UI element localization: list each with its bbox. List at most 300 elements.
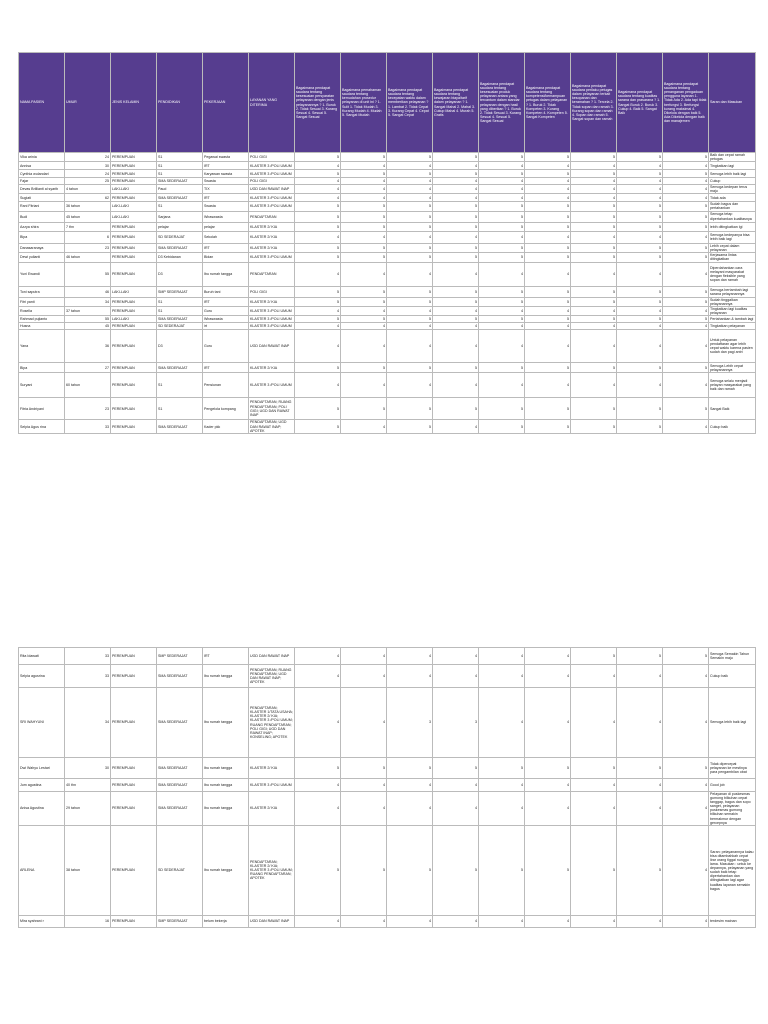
- table-cell: 4: [387, 323, 433, 330]
- table-cell: 4: [479, 688, 525, 758]
- table-row: [19, 330, 756, 363]
- table-cell: SMA SEDERAJAT: [157, 665, 203, 688]
- table-cell: 4: [433, 665, 479, 688]
- table-cell: 4: [525, 665, 571, 688]
- table-cell: 4: [525, 779, 571, 792]
- table-cell: PEREMPUAN: [111, 792, 157, 826]
- table-cell: 4: [663, 665, 709, 688]
- table-cell: Cukup baik: [709, 665, 756, 688]
- table-cell: 4: [525, 648, 571, 665]
- table-cell: 4: [387, 262, 433, 286]
- table-cell: UGD DAN RAWAT INAP: [249, 915, 295, 927]
- table-cell: 4: [479, 262, 525, 286]
- header-cell: JENIS KELAMIN: [111, 53, 157, 153]
- table-cell: LAKI-LAKI: [111, 202, 157, 211]
- table-cell: Semoga tetap dipertahankan kualitasnya: [709, 211, 756, 222]
- table-cell: Rani Fitriani: [19, 202, 65, 211]
- table-cell: 34: [65, 297, 111, 306]
- table-cell: 4: [617, 373, 663, 398]
- table-cell: Bipa: [19, 231, 65, 243]
- table-cell: 38 tahun: [65, 825, 111, 915]
- table-row: [19, 316, 756, 323]
- table-cell: Bidan: [203, 252, 249, 262]
- table-cell: SMA SEDERAJAT: [157, 178, 203, 185]
- table-cell: 4: [663, 178, 709, 185]
- table-cell: Yuni Ewandi: [19, 262, 65, 286]
- table-cell: Karyawan swasta: [203, 170, 249, 178]
- table-cell: Semoga bertambah lagi sarana pelayanannya: [709, 286, 756, 297]
- table-row: [19, 178, 756, 185]
- table-cell: 5: [663, 648, 709, 665]
- table-row: [19, 792, 756, 826]
- table-cell: 4: [571, 323, 617, 330]
- table-cell: 4: [571, 162, 617, 170]
- table-cell: UGD DAN RAWAT INAP: [249, 185, 295, 194]
- table-cell: 4: [341, 178, 387, 185]
- table-body-page-1: [19, 153, 756, 434]
- table-cell: 5: [341, 286, 387, 297]
- table-cell: SMA SEDERAJAT: [157, 420, 203, 434]
- table-cell: KLASTER 3 /POLI UMUM: [249, 162, 295, 170]
- table-cell: Pensiunan: [203, 373, 249, 398]
- table-cell: Sudah tinggalkan pelayanannya: [709, 297, 756, 306]
- table-cell: LAKI-LAKI: [111, 185, 157, 194]
- table-cell: 5: [341, 316, 387, 323]
- table-cell: UGD DAN RAWAT INAP: [249, 330, 295, 363]
- table-cell: 5: [341, 758, 387, 779]
- table-cell: 4: [341, 262, 387, 286]
- table-cell: 33: [65, 420, 111, 434]
- table-cell: PEREMPUAN: [111, 398, 157, 420]
- table-cell: 4: [295, 688, 341, 758]
- table-cell: 5: [617, 153, 663, 162]
- table-cell: PEREMPUAN: [111, 194, 157, 202]
- table-cell: 4: [663, 825, 709, 915]
- table-cell: 4: [663, 231, 709, 243]
- table-cell: POLI GIGI: [249, 286, 295, 297]
- table-cell: 45 tahun: [65, 211, 111, 222]
- table-cell: 5: [571, 153, 617, 162]
- table-cell: 4: [479, 779, 525, 792]
- table-cell: 5: [617, 825, 663, 915]
- table-cell: 29 tahun: [65, 792, 111, 826]
- table-cell: Semoga lebih baik lagi: [709, 170, 756, 178]
- table-cell: Cynthia wulandari: [19, 170, 65, 178]
- table-cell: 5: [617, 758, 663, 779]
- table-cell: KLASTER 3 /POLI UMUM: [249, 323, 295, 330]
- table-row: [19, 758, 756, 779]
- table-cell: 5: [571, 202, 617, 211]
- table-cell: PEREMPUAN: [111, 162, 157, 170]
- table-cell: 4: [295, 665, 341, 688]
- table-cell: 5: [571, 316, 617, 323]
- table-cell: Vika arinia: [19, 153, 65, 162]
- table-cell: Rita Idawati: [19, 648, 65, 665]
- table-cell: 5: [387, 252, 433, 262]
- table-row: [19, 231, 756, 243]
- table-row: [19, 398, 756, 420]
- table-cell: 4: [295, 915, 341, 927]
- table-cell: Selpia Agus rina: [19, 420, 65, 434]
- table-cell: Paud: [157, 185, 203, 194]
- table-row: [19, 162, 756, 170]
- table-cell: S1: [157, 202, 203, 211]
- table-cell: 5: [479, 252, 525, 262]
- table-cell: 5: [525, 243, 571, 252]
- table-cell: 5: [663, 222, 709, 231]
- table-cell: 5: [571, 825, 617, 915]
- table-cell: Pegawai swasta: [203, 153, 249, 162]
- survey-sheet-page-2: [18, 647, 755, 928]
- table-cell: 4: [525, 231, 571, 243]
- table-cell: KLASTER 3 /POLI UMUM: [249, 306, 295, 315]
- table-cell: Rosella: [19, 306, 65, 315]
- table-cell: 4: [295, 306, 341, 315]
- table-cell: 4: [663, 779, 709, 792]
- table-cell: 40 thn: [65, 779, 111, 792]
- table-cell: 5: [295, 420, 341, 434]
- table-cell: 4: [663, 323, 709, 330]
- table-cell: PENDAFTARAN: [249, 262, 295, 286]
- table-row: [19, 779, 756, 792]
- table-cell: Tidak dipercepat pelayanan ke mestinya para pengambilan obat: [709, 758, 756, 779]
- table-cell: 4: [341, 162, 387, 170]
- table-cell: 5: [341, 398, 387, 420]
- table-cell: 4: [387, 162, 433, 170]
- table-cell: 5: [295, 316, 341, 323]
- table-cell: IRT: [203, 162, 249, 170]
- table-cell: 55: [65, 316, 111, 323]
- table-cell: 37 tahun: [65, 306, 111, 315]
- table-cell: 5: [663, 170, 709, 178]
- table-cell: Baik dan cepat ramah petugas: [709, 153, 756, 162]
- table-cell: UGD DAN RAWAT INAP: [249, 648, 295, 665]
- table-cell: 4: [571, 792, 617, 826]
- table-row: [19, 243, 756, 252]
- table-cell: PEREMPUAN: [111, 665, 157, 688]
- table-cell: IRT: [203, 363, 249, 373]
- table-cell: KLASTER 2/ KIA: [249, 222, 295, 231]
- table-cell: PEREMPUAN: [111, 170, 157, 178]
- table-cell: 4: [387, 792, 433, 826]
- table-cell: LAKI-LAKI: [111, 286, 157, 297]
- table-cell: Mira syahrani r: [19, 915, 65, 927]
- table-cell: Guru: [203, 306, 249, 315]
- table-cell: 5: [341, 153, 387, 162]
- table-cell: 4: [571, 330, 617, 363]
- header-cell: Bagaimana pemahaman saudara tentang kemudahan prosedur pelayanan di unit ini ? 1. Sulit 1. Tidak Mudah 3. Kurang Mudah 4. Mudah 5. Sangat Mudah: [341, 53, 387, 153]
- table-cell: PEREMPUAN: [111, 915, 157, 927]
- table-cell: lebih ditingkatkan lgi: [709, 222, 756, 231]
- table-cell: 3: [433, 688, 479, 758]
- table-cell: S1: [157, 306, 203, 315]
- table-cell: 4: [571, 185, 617, 194]
- table-cell: 4: [433, 330, 479, 363]
- header-cell: Bagaimana pendapat saudara tentang kompetensi/kemampuan petugas dalam pelayanan ? 1. Buruk 2. Tidak Kompeten 3. Kurang Kompeten 4. Kompeten 5. Sangat Kompeten: [525, 53, 571, 153]
- table-cell: 36: [65, 330, 111, 363]
- table-cell: 5: [433, 222, 479, 231]
- table-cell: Diperdahankan cara melayani masyarakat dengan fleksible yang sopan dan ramah: [709, 262, 756, 286]
- table-cell: 5: [617, 286, 663, 297]
- survey-table-page-2: [18, 647, 756, 928]
- table-cell: Anisa Agustina: [19, 792, 65, 826]
- table-cell: Ibu rumah tangga: [203, 792, 249, 826]
- table-cell: 4: [617, 262, 663, 286]
- table-cell: 5: [295, 153, 341, 162]
- table-cell: 5: [479, 222, 525, 231]
- table-cell: 4: [617, 915, 663, 927]
- table-cell: 4: [433, 306, 479, 315]
- table-cell: 4: [525, 792, 571, 826]
- table-cell: 5: [433, 758, 479, 779]
- table-cell: 4: [387, 373, 433, 398]
- table-cell: LAKI-LAKI: [111, 211, 157, 222]
- table-cell: IRT: [203, 648, 249, 665]
- table-cell: PENDAFTARAN; KLASTER 2/ KIA; KLASTER 3 /POLI UMUM; RUANG PENDAFTARAN; APOTEK: [249, 825, 295, 915]
- table-cell: Husna: [19, 323, 65, 330]
- table-cell: PENDAFTARAN; UGD DAN RAWAT INAP; APOTEK: [249, 420, 295, 434]
- table-cell: 4: [617, 792, 663, 826]
- table-cell: KLASTER 2/ KIA: [249, 363, 295, 373]
- table-cell: 5: [571, 286, 617, 297]
- header-cell: Bagaimana pendapat saudara tentang kewajaran biaya/tarif dalam pelayanan ? 1. Sangat Mahal 2. Mahal 3. Cukup Mahal 4. Murah 5. Gratis: [433, 53, 479, 153]
- table-cell: PEREMPUAN: [111, 231, 157, 243]
- table-cell: 5: [387, 153, 433, 162]
- table-cell: 5: [663, 297, 709, 306]
- table-cell: PEREMPUAN: [111, 825, 157, 915]
- table-cell: 62: [65, 194, 111, 202]
- table-cell: 5: [295, 170, 341, 178]
- table-row: [19, 153, 756, 162]
- table-cell: 4: [525, 330, 571, 363]
- table-cell: 5: [571, 297, 617, 306]
- table-cell: Dwi Wahyu Lestari: [19, 758, 65, 779]
- table-row: [19, 297, 756, 306]
- table-cell: S1: [157, 297, 203, 306]
- table-cell: 5: [525, 758, 571, 779]
- table-cell: S1: [157, 170, 203, 178]
- table-cell: 23: [65, 243, 111, 252]
- table-cell: 4: [341, 373, 387, 398]
- table-cell: 4: [525, 688, 571, 758]
- table-cell: 5: [479, 170, 525, 178]
- table-cell: 23: [65, 398, 111, 420]
- table-cell: 5: [295, 243, 341, 252]
- table-cell: 5: [479, 243, 525, 252]
- table-cell: 5: [617, 222, 663, 231]
- table-row: [19, 170, 756, 178]
- table-cell: 5: [479, 286, 525, 297]
- table-cell: 4: [433, 194, 479, 202]
- table-cell: SMA SEDERAJAT: [157, 688, 203, 758]
- table-cell: 5: [663, 398, 709, 420]
- table-cell: 25: [65, 178, 111, 185]
- table-cell: KLASTER 2/ KIA: [249, 758, 295, 779]
- table-cell: S1: [157, 398, 203, 420]
- table-cell: 5: [617, 316, 663, 323]
- table-cell: 46: [65, 286, 111, 297]
- table-cell: 4: [617, 162, 663, 170]
- header-cell: Bagaimana pendapat saudara perilaku petugas dalam pelayanan terkait kesopanan dan keramahan ? 1. Tercela 2. Tidak sopan dan ramah 3. Kurang sopan dan ramah 4. Sopan dan ramah 5. Sangat sopan dan ramah: [571, 53, 617, 153]
- table-cell: 5: [479, 758, 525, 779]
- table-cell: 5: [479, 211, 525, 222]
- table-cell: Ibu rumah tangga: [203, 665, 249, 688]
- table-cell: 5: [341, 252, 387, 262]
- table-cell: 5: [295, 297, 341, 306]
- table-cell: KLASTER 3 /POLI UMUM: [249, 779, 295, 792]
- table-row: [19, 222, 756, 231]
- table-cell: Kader pkk: [203, 420, 249, 434]
- table-row: [19, 211, 756, 222]
- table-cell: 4: [387, 330, 433, 363]
- table-cell: 4: [295, 792, 341, 826]
- table-cell: 4: [479, 231, 525, 243]
- table-cell: 4: [479, 792, 525, 826]
- table-cell: 4: [433, 162, 479, 170]
- table-cell: PEREMPUAN: [111, 330, 157, 363]
- table-cell: 5: [341, 363, 387, 373]
- table-cell: 4: [525, 185, 571, 194]
- table-cell: Fitri yanti: [19, 297, 65, 306]
- table-cell: Ibu rumah tangga: [203, 758, 249, 779]
- table-body-page-2: [19, 648, 756, 928]
- table-cell: Lebih cepat dalam pelayanan: [709, 243, 756, 252]
- table-cell: PEREMPUAN: [111, 306, 157, 315]
- table-cell: PEREMPUAN: [111, 420, 157, 434]
- table-cell: Semoga selalu menjadi pelayan masyarakat yang baik dan ramah: [709, 373, 756, 398]
- table-cell: KLASTER 2/ KIA: [249, 231, 295, 243]
- table-cell: Sarjana: [157, 211, 203, 222]
- table-cell: PEREMPUAN: [111, 363, 157, 373]
- table-cell: 4: [433, 323, 479, 330]
- table-cell: 5: [341, 297, 387, 306]
- table-cell: 4: [571, 915, 617, 927]
- table-cell: 4: [525, 373, 571, 398]
- table-cell: 5: [571, 363, 617, 373]
- table-cell: 5: [387, 286, 433, 297]
- table-cell: Danasaranaya: [19, 243, 65, 252]
- table-cell: 4: [341, 185, 387, 194]
- table-cell: 5: [295, 252, 341, 262]
- table-cell: Selpia agusrina: [19, 665, 65, 688]
- table-cell: 4: [295, 648, 341, 665]
- table-cell: 4: [525, 178, 571, 185]
- table-cell: 5: [617, 252, 663, 262]
- table-cell: 5: [433, 211, 479, 222]
- table-cell: 4: [341, 231, 387, 243]
- table-row: [19, 420, 756, 434]
- table-cell: 4: [341, 420, 387, 434]
- table-row: [19, 915, 756, 927]
- table-cell: 4: [663, 915, 709, 927]
- table-cell: 5: [341, 202, 387, 211]
- table-cell: belum bekerja: [203, 915, 249, 927]
- table-cell: 5: [525, 297, 571, 306]
- table-cell: Tingkatkan lagi kualitas pelayanan: [709, 306, 756, 315]
- table-row: [19, 202, 756, 211]
- table-cell: 5: [479, 420, 525, 434]
- table-cell: SD SEDERAJAT: [157, 231, 203, 243]
- table-cell: PEREMPUAN: [111, 648, 157, 665]
- table-cell: Suryani: [19, 373, 65, 398]
- table-cell: 5: [433, 398, 479, 420]
- table-cell: 4: [387, 665, 433, 688]
- table-cell: 5: [341, 222, 387, 231]
- table-cell: Untuk pelayanan pendaftaran agar lebih cepat waktu karena pasien sudah dan pagi antri: [709, 330, 756, 363]
- table-cell: PEREMPUAN: [111, 252, 157, 262]
- table-cell: 4: [571, 665, 617, 688]
- table-cell: 5: [387, 202, 433, 211]
- table-cell: 5: [571, 170, 617, 178]
- table-cell: SMA SEDERAJAT: [157, 758, 203, 779]
- table-cell: 5: [571, 222, 617, 231]
- table-cell: Pelayanan di puskesmas gumong bilkuhan cepat tanggap, bagus dan sopo sanget, pelayanan puskesmas gumong bilkuhan semakin bermakmur dengan gercepnya: [709, 792, 756, 826]
- header-cell: Bagaimana pendapat saudara tentang kualitas sarana dan prasarana ? 1. Sangat Buruk 2. Buruk 3. Cukup 4. Baik 5. Sangat Baik: [617, 53, 663, 153]
- table-cell: 4: [479, 373, 525, 398]
- table-cell: 4: [295, 185, 341, 194]
- table-cell: 4: [525, 194, 571, 202]
- table-cell: 5: [479, 398, 525, 420]
- table-cell: SMA SEDERAJAT: [157, 779, 203, 792]
- table-cell: 4: [295, 194, 341, 202]
- table-cell: 5: [295, 286, 341, 297]
- table-cell: Tingkatkan pelayanan: [709, 323, 756, 330]
- table-cell: 5: [525, 170, 571, 178]
- table-cell: 4: [341, 792, 387, 826]
- table-cell: Semoga Lebih cepat pelayanannya: [709, 363, 756, 373]
- table-cell: SD SEDERAJAT: [157, 825, 203, 915]
- header-cell: Bagaimana pendapat saudara tentang penanganan pengaduan pengguna layanan 1. Tidak Ada 2. Ada tapi tidak berfungsi 3. Berfungsi kurang maksimal 4. Dikelola dengan baik 5. Ada Dikelola dengan baik dan manajemen: [663, 53, 709, 153]
- table-cell: 4 tahun: [65, 185, 111, 194]
- table-cell: Devas Brillianti al syarib: [19, 185, 65, 194]
- table-cell: 4: [663, 373, 709, 398]
- table-cell: 4: [525, 306, 571, 315]
- table-cell: 5: [341, 170, 387, 178]
- table-cell: PENDAFTARAN: [249, 211, 295, 222]
- table-cell: Tingkatkan lagi: [709, 162, 756, 170]
- table-cell: POLI GIGI: [249, 178, 295, 185]
- table-cell: Budi: [19, 211, 65, 222]
- table-cell: PEREMPUAN: [111, 688, 157, 758]
- table-cell: 4: [525, 162, 571, 170]
- table-cell: Tidak ada: [709, 194, 756, 202]
- table-cell: Swasta: [203, 178, 249, 185]
- table-cell: IRT: [203, 194, 249, 202]
- table-cell: PENDAFTARAN; RUANG PENDAFTARAN; UGD DAN RAWAT INAP; APOTEK: [249, 665, 295, 688]
- table-cell: 4: [617, 231, 663, 243]
- table-cell: 5: [663, 286, 709, 297]
- table-cell: 5: [617, 170, 663, 178]
- table-cell: 4: [341, 688, 387, 758]
- table-cell: 4: [617, 330, 663, 363]
- table-cell: 5: [433, 243, 479, 252]
- table-cell: 5: [571, 758, 617, 779]
- table-cell: ARLENA: [19, 825, 65, 915]
- table-cell: 5: [433, 252, 479, 262]
- table-cell: 5: [525, 398, 571, 420]
- table-cell: 4: [433, 231, 479, 243]
- table-cell: 4: [433, 792, 479, 826]
- table-cell: 5: [617, 363, 663, 373]
- table-cell: 4: [663, 330, 709, 363]
- table-cell: 4: [571, 688, 617, 758]
- table-cell: Jum agustina: [19, 779, 65, 792]
- table-cell: 4: [663, 185, 709, 194]
- table-cell: 4: [387, 231, 433, 243]
- header-cell: LAYANAN YANG DITERIMA: [249, 53, 295, 153]
- table-cell: KLASTER 3 /POLI UMUM: [249, 194, 295, 202]
- table-cell: KLASTER 3 /POLI UMUM: [249, 316, 295, 323]
